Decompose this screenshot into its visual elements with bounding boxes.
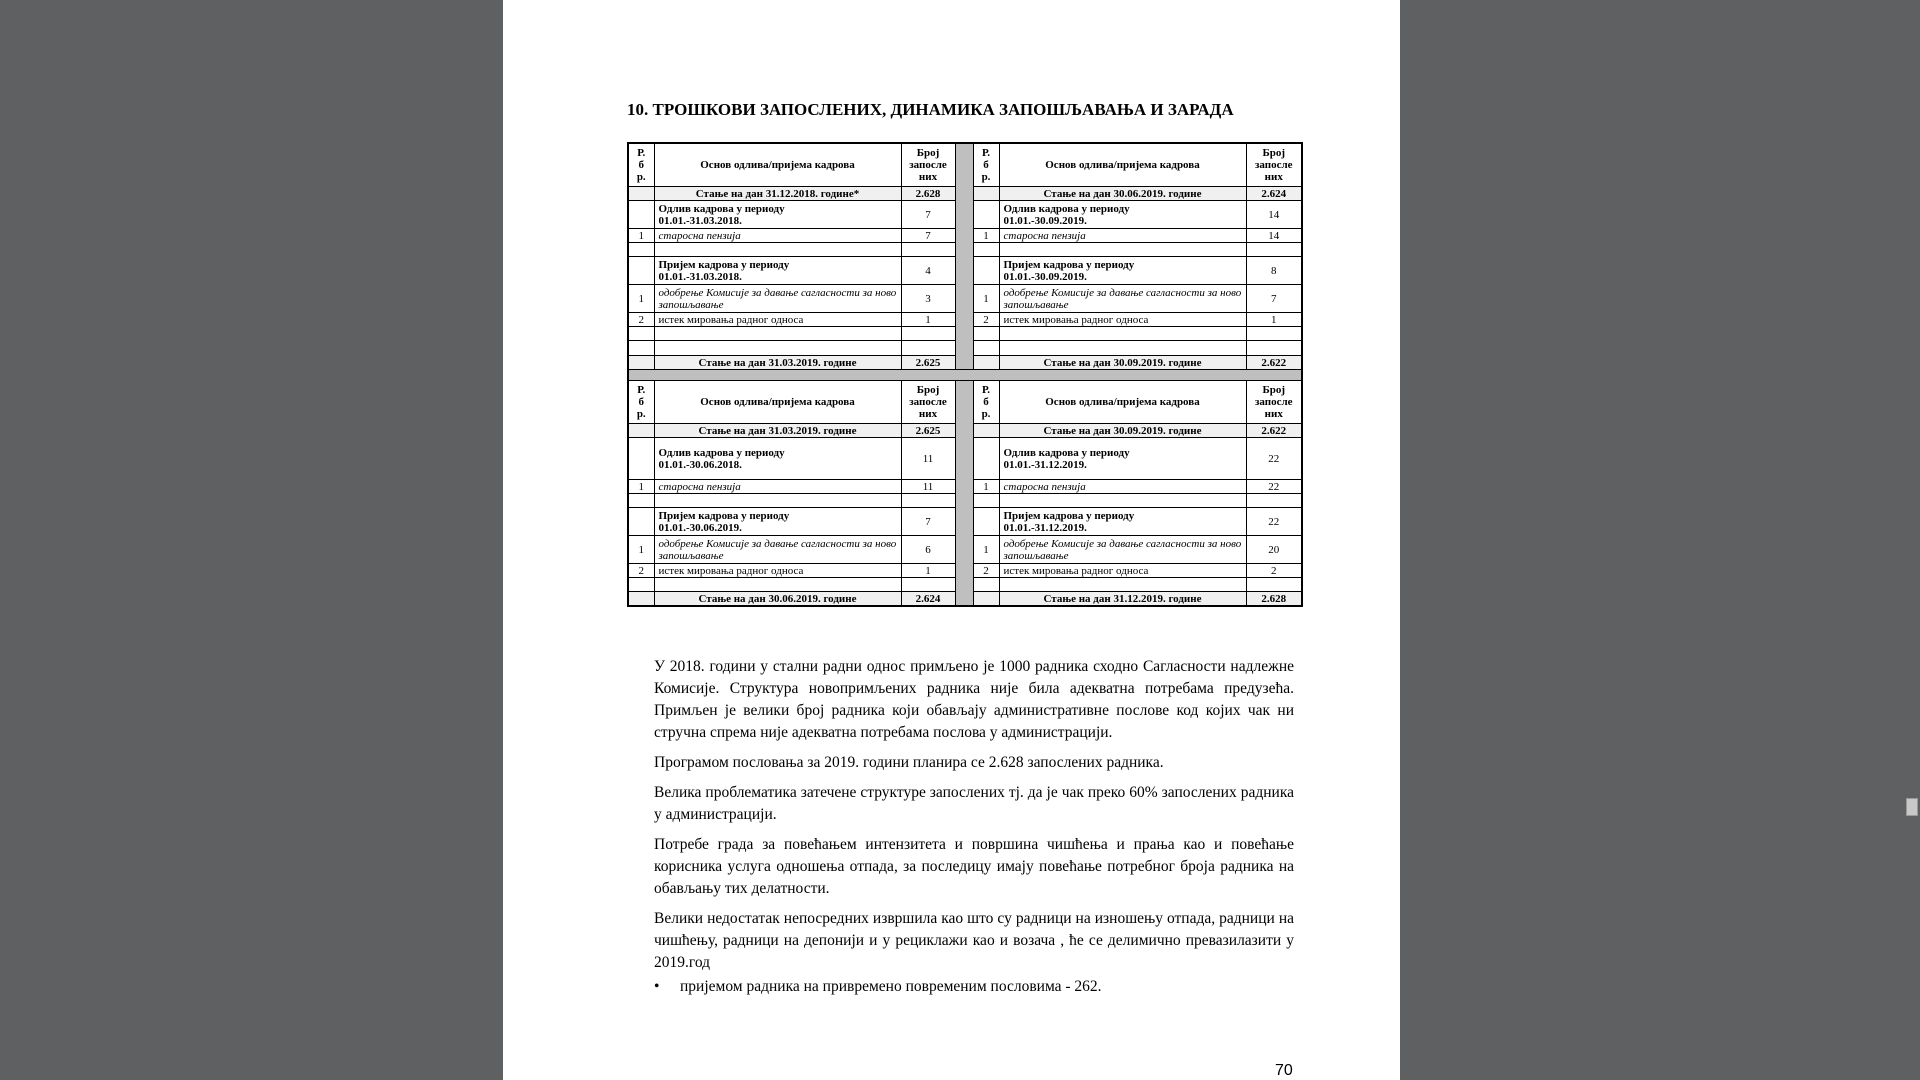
item-rb: 1 [973,536,999,564]
odliv-period: 01.01.-30.06.2018. [658,458,742,471]
header-rb-line: Р. [981,147,991,159]
prijem-title [654,257,901,285]
header-osnov: Основ одлива/пријема кадрова [654,143,901,187]
odliv-title-text: Одлив кадрова у периоду [658,446,785,459]
header-broj-line: Број [916,147,940,159]
empty-cell [999,494,1246,508]
item-label: старосна пензија [654,229,901,243]
header-broj-line: них [1264,171,1283,183]
empty-cell [973,508,999,536]
header-rb-line: р. [636,408,646,420]
empty-cell [1246,243,1302,257]
item-rb: 1 [628,285,654,313]
end-state-label: Стање на дан 31.03.2019. године [654,356,901,370]
body-text [654,656,1294,998]
start-state-label: Стање на дан 31.12.2018. године* [654,187,901,201]
header-broj-line: Број [1262,147,1286,159]
item-label: истек мировања радног односа [999,313,1246,327]
start-state-label: Стање на дан 30.09.2019. године [999,424,1246,438]
scrollbar-thumb[interactable] [1906,798,1918,816]
header-broj-line: запосле [1254,159,1293,171]
bullet-marker: • [654,978,660,995]
item-rb: 1 [973,480,999,494]
empty-cell [973,341,999,356]
end-state-value: 2.628 [1246,592,1302,607]
item-label: истек мировања радног односа [999,564,1246,578]
item-label: истек мировања радног односа [654,313,901,327]
header-rb-line: б [983,396,989,408]
empty-cell [628,243,654,257]
odliv-title-text: Одлив кадрова у периоду [1003,446,1130,459]
empty-cell [901,327,955,341]
header-rb [628,143,654,187]
odliv-title-text: Одлив кадрова у периоду [1003,202,1130,215]
section-heading: 10. ТРОШКОВИ ЗАПОСЛЕНИХ, ДИНАМИКА ЗАПОШЉАВАЊА И ЗАРАДА [627,100,1234,119]
item-label: одобрење Комисије за давање сагласности за ново запошљавање [654,536,901,564]
document-page [503,0,1400,1080]
empty-cell [628,187,654,201]
item-value: 11 [901,480,955,494]
item-label: старосна пензија [654,480,901,494]
empty-cell [973,494,999,508]
prijem-total: 22 [1246,508,1302,536]
header-broj-line: них [1264,408,1283,420]
empty-cell [901,578,955,592]
item-label: старосна пензија [999,480,1246,494]
item-value: 14 [1246,229,1302,243]
odliv-total: 14 [1246,201,1302,229]
scrollbar[interactable] [1902,0,1920,1080]
empty-cell [999,327,1246,341]
end-state-label: Стање на дан 30.09.2019. године [999,356,1246,370]
header-broj [1246,143,1302,187]
start-state-value: 2.622 [1246,424,1302,438]
header-osnov: Основ одлива/пријема кадрова [654,381,901,424]
paragraph: Потребе града за повећањем интензитета и површина чишћења и прања као и повећање корисника услуга одношења отпада, за последицу имају повећање потребног броја радника на обављању тих делатности. [654,836,1294,897]
employee-dynamics-table [627,142,1303,607]
header-rb-line: р. [636,171,646,183]
item-value: 1 [1246,313,1302,327]
empty-cell [654,494,901,508]
empty-cell [973,592,999,607]
item-rb: 2 [628,564,654,578]
header-broj-line: запосле [909,396,947,408]
empty-cell [628,508,654,536]
header-broj-line: них [918,408,938,420]
empty-cell [628,257,654,285]
empty-cell [973,187,999,201]
table-row [628,143,1302,187]
odliv-title [999,438,1246,480]
item-label: старосна пензија [999,229,1246,243]
item-label: истек мировања радног односа [654,564,901,578]
paragraph: Велика проблематика затечене структуре запослених тј. да је чак преко 60% запослених радника у администрацији. [654,784,1294,823]
table-gap-column [955,143,973,370]
header-broj [901,381,955,424]
header-rb-line: б [983,159,989,171]
header-broj [1246,381,1302,424]
header-osnov: Основ одлива/пријема кадрова [999,143,1246,187]
item-rb: 2 [973,313,999,327]
item-value: 2 [1246,564,1302,578]
empty-cell [973,438,999,480]
table-row [628,381,1302,424]
header-rb [628,381,654,424]
empty-cell [999,341,1246,356]
empty-cell [901,243,955,257]
item-value: 20 [1246,536,1302,564]
header-rb-line: р. [981,408,991,420]
prijem-period: 01.01.-30.09.2019. [1003,270,1087,283]
empty-cell [654,341,901,356]
empty-cell [1246,327,1302,341]
odliv-period: 01.01.-30.09.2019. [1003,214,1087,227]
empty-cell [654,327,901,341]
header-rb [973,381,999,424]
item-value: 6 [901,536,955,564]
end-state-label: Стање на дан 30.06.2019. године [654,592,901,607]
prijem-total: 7 [901,508,955,536]
empty-cell [999,243,1246,257]
empty-cell [973,201,999,229]
header-rb-line: р. [981,171,991,183]
empty-cell [628,201,654,229]
prijem-period: 01.01.-30.06.2019. [658,521,742,534]
item-label: одобрење Комисије за давање сагласности за ново запошљавање [999,536,1246,564]
paragraph: Програмом пословања за 2019. години планира се 2.628 запослених радника. [654,754,1164,771]
empty-cell [973,356,999,370]
empty-cell [628,592,654,607]
empty-cell [973,327,999,341]
empty-cell [973,243,999,257]
prijem-title-text: Пријем кадрова у периоду [1003,509,1135,522]
item-label: одобрење Комисије за давање сагласности за ново запошљавање [999,285,1246,313]
empty-cell [628,424,654,438]
start-state-label: Стање на дан 31.03.2019. године [654,424,901,438]
odliv-total: 22 [1246,438,1302,480]
empty-cell [628,327,654,341]
start-state-value: 2.625 [901,424,955,438]
empty-cell [973,257,999,285]
prijem-period: 01.01.-31.12.2019. [1003,521,1087,534]
odliv-total: 11 [901,438,955,480]
bullet-item [654,976,1294,998]
separator-cell [628,370,1302,381]
end-state-value: 2.622 [1246,356,1302,370]
item-value: 1 [901,313,955,327]
header-broj-line: запосле [909,159,947,171]
table-separator-row [628,370,1302,381]
empty-cell [628,438,654,480]
end-state-label: Стање на дан 31.12.2019. године [999,592,1246,607]
item-label: одобрење Комисије за давање сагласности за ново запошљавање [654,285,901,313]
item-rb: 1 [973,229,999,243]
empty-cell [1246,578,1302,592]
item-value: 22 [1246,480,1302,494]
odliv-title [999,201,1246,229]
item-rb: 1 [973,285,999,313]
prijem-total: 8 [1246,257,1302,285]
item-rb: 1 [628,536,654,564]
start-state-value: 2.624 [1246,187,1302,201]
prijem-total: 4 [901,257,955,285]
empty-cell [628,494,654,508]
item-value: 7 [901,229,955,243]
header-rb-line: Р. [637,384,646,396]
page-number: 70 [1275,1062,1293,1079]
item-rb: 2 [628,313,654,327]
start-state-label: Стање на дан 30.06.2019. године [999,187,1246,201]
odliv-total: 7 [901,201,955,229]
end-state-value: 2.624 [901,592,955,607]
start-state-value: 2.628 [901,187,955,201]
prijem-title-text: Пријем кадрова у периоду [658,509,790,522]
odliv-title-text: Одлив кадрова у периоду [658,202,785,215]
header-rb [973,143,999,187]
header-rb-line: Р. [637,147,646,159]
odliv-period: 01.01.-31.12.2019. [1003,458,1087,471]
item-value: 3 [901,285,955,313]
table-gap-column [955,381,973,607]
empty-cell [901,341,955,356]
empty-cell [973,578,999,592]
bullet-text: пријемом радника на привремено повременим пословима - 262. [680,978,1102,995]
item-rb: 1 [628,229,654,243]
paragraph: Велики недостатак непосредних извршила као што су радници на изношењу отпада, радници на чишћењу, радници на депонији и у рециклажи као и возача , ће се делимично превазилазити у 2019.год [654,910,1294,971]
prijem-title [999,257,1246,285]
header-rb-line: б [638,396,644,408]
header-broj [901,143,955,187]
end-state-value: 2.625 [901,356,955,370]
item-rb: 1 [628,480,654,494]
header-broj-line: Број [916,384,940,396]
header-rb-line: б [638,159,644,171]
empty-cell [654,243,901,257]
header-rb-line: Р. [981,384,991,396]
odliv-title [654,201,901,229]
empty-cell [1246,494,1302,508]
empty-cell [654,578,901,592]
item-rb: 2 [973,564,999,578]
prijem-title [654,508,901,536]
empty-cell [1246,341,1302,356]
empty-cell [999,578,1246,592]
empty-cell [628,356,654,370]
header-broj-line: них [918,171,938,183]
prijem-title [999,508,1246,536]
prijem-title-text: Пријем кадрова у периоду [1003,258,1135,271]
odliv-title [654,438,901,480]
item-value: 1 [901,564,955,578]
empty-cell [901,494,955,508]
odliv-period: 01.01.-31.03.2018. [658,214,742,227]
empty-cell [628,341,654,356]
paragraph: У 2018. години у стални радни однос примљено је 1000 радника сходно Сагласности надлежне Комисије. Структура новопримљених радника није била адекватна потребама предузећа. Примљен је велики број радника који обављају административне послове код којих чак ни стручна спрема није адекватна потребама послова у администрацији. [654,658,1294,741]
empty-cell [973,424,999,438]
prijem-title-text: Пријем кадрова у периоду [658,258,790,271]
empty-cell [628,578,654,592]
header-broj-line: запосле [1254,396,1293,408]
header-osnov: Основ одлива/пријема кадрова [999,381,1246,424]
prijem-period: 01.01.-31.03.2018. [658,270,742,283]
item-value: 7 [1246,285,1302,313]
header-broj-line: Број [1262,384,1286,396]
